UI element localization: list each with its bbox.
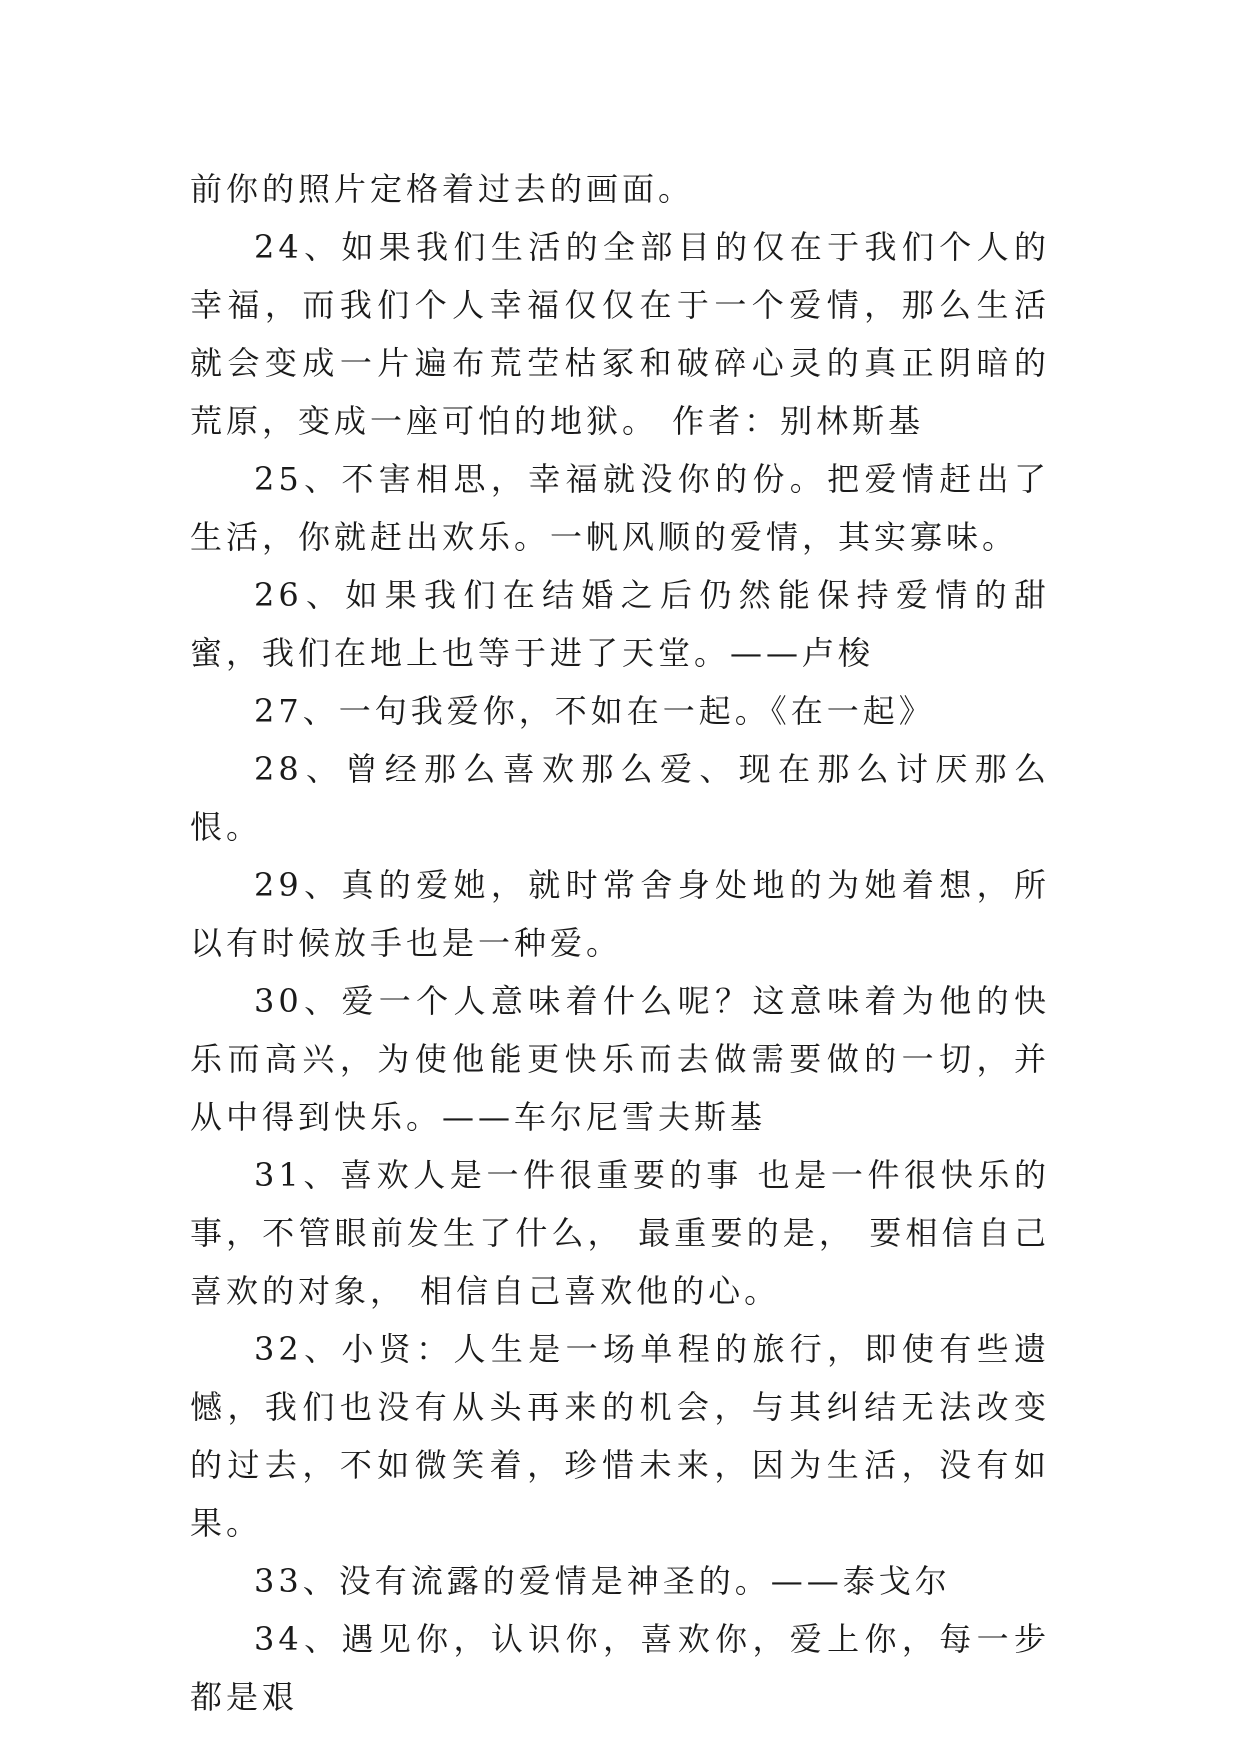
paragraph-30: 30、爱一个人意味着什么呢？这意味着为他的快乐而高兴，为使他能更快乐而去做需要做的一切，并从中得到快乐。——车尔尼雪夫斯基 xyxy=(190,982,1050,1136)
paragraph-28: 28、曾经那么喜欢那么爱、现在那么讨厌那么恨。 xyxy=(190,750,1050,846)
paragraph-33: 33、没有流露的爱情是神圣的。——泰戈尔 xyxy=(254,1562,951,1600)
paragraph-31: 31、喜欢人是一件很重要的事 也是一件很快乐的事，不管眼前发生了什么， 最重要的是， 要相信自己喜欢的对象， 相信自己喜欢他的心。 xyxy=(190,1156,1050,1310)
paragraph-25: 25、不害相思，幸福就没你的份。把爱情赶出了生活，你就赶出欢乐。一帆风顺的爱情，其实寡味。 xyxy=(190,460,1050,556)
paragraph-34: 34、遇见你，认识你，喜欢你，爱上你，每一步都是艰 xyxy=(190,1620,1050,1716)
paragraph-27: 27、一句我爱你，不如在一起。《在一起》 xyxy=(254,692,935,730)
body-text xyxy=(190,160,1050,1726)
paragraph-32: 32、小贤：人生是一场单程的旅行，即使有些遗憾，我们也没有从头再来的机会，与其纠结无法改变的过去，不如微笑着，珍惜未来，因为生活，没有如果。 xyxy=(190,1330,1050,1542)
paragraph-continued: 前你的照片定格着过去的画面。 xyxy=(190,170,695,208)
paragraph-29: 29、真的爱她，就时常舍身处地的为她着想，所以有时候放手也是一种爱。 xyxy=(190,866,1050,962)
paragraph-26: 26、如果我们在结婚之后仍然能保持爱情的甜蜜，我们在地上也等于进了天堂。——卢梭 xyxy=(190,576,1050,672)
paragraph-24: 24、如果我们生活的全部目的仅在于我们个人的幸福，而我们个人幸福仅仅在于一个爱情，那么生活就会变成一片遍布荒茔枯冢和破碎心灵的真正阴暗的荒原，变成一座可怕的地狱。 作者：别林斯基 xyxy=(190,228,1050,440)
